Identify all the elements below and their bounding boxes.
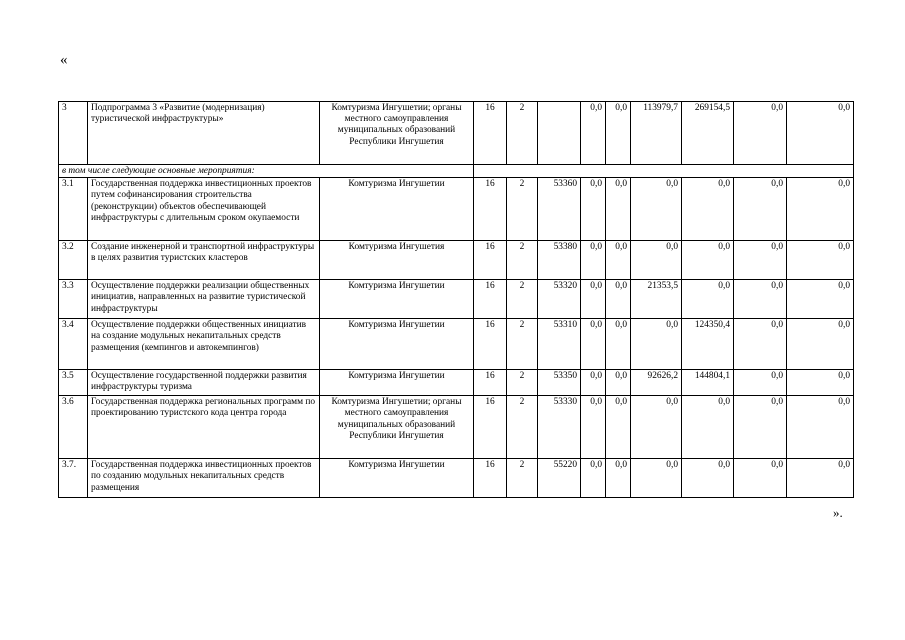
code-1: 16 (474, 319, 507, 370)
target-code: 53310 (538, 319, 581, 370)
value-3: 92626,2 (631, 370, 682, 396)
executor: Комтуризма Ингушетии (320, 280, 474, 319)
value-1: 0,0 (581, 459, 606, 498)
code-1: 16 (474, 280, 507, 319)
measure-name: Подпрограмма 3 «Развитие (модернизация) туристической инфраструктуры» (88, 102, 320, 165)
table-row (59, 102, 854, 165)
target-code: 53360 (538, 178, 581, 241)
value-2: 0,0 (606, 102, 631, 165)
row-number: 3.6 (59, 396, 88, 459)
measure-name: Создание инженерной и транспортной инфраструктуры в целях развития туристских кластеров (88, 241, 320, 280)
value-3: 0,0 (631, 241, 682, 280)
value-1: 0,0 (581, 280, 606, 319)
target-code (538, 102, 581, 165)
measure-name: Осуществление государственной поддержки развития инфраструктуры туризма (88, 370, 320, 396)
value-5: 0,0 (734, 370, 787, 396)
executor: Комтуризма Ингушетии (320, 319, 474, 370)
value-1: 0,0 (581, 319, 606, 370)
code-1: 16 (474, 370, 507, 396)
code-2: 2 (507, 102, 538, 165)
value-1: 0,0 (581, 241, 606, 280)
value-2: 0,0 (606, 370, 631, 396)
measure-name: Государственная поддержка инвестиционных проектов путем софинансирования строительства (реконструкции) объектов обеспечивающей инфраструктуры с длительным сроком окупаемости (88, 178, 320, 241)
code-2: 2 (507, 459, 538, 498)
value-4: 269154,5 (682, 102, 734, 165)
measure-name: Осуществление поддержки реализации общественных инициатив, направленных на развитие туристической инфраструктуры (88, 280, 320, 319)
opening-quote: « (60, 52, 68, 68)
code-2: 2 (507, 241, 538, 280)
target-code: 53330 (538, 396, 581, 459)
code-1: 16 (474, 102, 507, 165)
table-row (59, 459, 854, 498)
value-1: 0,0 (581, 102, 606, 165)
row-number: 3.4 (59, 319, 88, 370)
closing-quote: ». (833, 505, 843, 520)
code-1: 16 (474, 241, 507, 280)
value-5: 0,0 (734, 241, 787, 280)
row-number: 3.7. (59, 459, 88, 498)
value-6: 0,0 (787, 459, 854, 498)
value-4: 0,0 (682, 178, 734, 241)
value-3: 0,0 (631, 319, 682, 370)
value-6: 0,0 (787, 102, 854, 165)
program-table (58, 101, 854, 498)
executor: Комтуризма Ингушетии (320, 459, 474, 498)
value-2: 0,0 (606, 280, 631, 319)
executor: Комтуризма Ингушетии; органы местного самоуправления муниципальных образований Республики Ингушетия (320, 396, 474, 459)
value-6: 0,0 (787, 280, 854, 319)
row-number: 3.1 (59, 178, 88, 241)
value-2: 0,0 (606, 459, 631, 498)
measure-name: Государственная поддержка региональных программ по проектированию туристского кода центра города (88, 396, 320, 459)
table-row (59, 280, 854, 319)
row-number: 3.5 (59, 370, 88, 396)
section-note-filler (474, 165, 854, 178)
value-4: 0,0 (682, 459, 734, 498)
value-4: 0,0 (682, 241, 734, 280)
target-code: 53380 (538, 241, 581, 280)
code-2: 2 (507, 396, 538, 459)
value-3: 0,0 (631, 459, 682, 498)
code-2: 2 (507, 319, 538, 370)
value-5: 0,0 (734, 396, 787, 459)
code-1: 16 (474, 396, 507, 459)
value-5: 0,0 (734, 178, 787, 241)
value-3: 21353,5 (631, 280, 682, 319)
executor: Комтуризма Ингушетии; органы местного самоуправления муниципальных образований Республики Ингушетия (320, 102, 474, 165)
value-1: 0,0 (581, 396, 606, 459)
table-row (59, 241, 854, 280)
value-2: 0,0 (606, 319, 631, 370)
code-2: 2 (507, 178, 538, 241)
section-note-row (59, 165, 854, 178)
value-1: 0,0 (581, 370, 606, 396)
target-code: 55220 (538, 459, 581, 498)
value-6: 0,0 (787, 241, 854, 280)
table-row (59, 319, 854, 370)
value-4: 124350,4 (682, 319, 734, 370)
value-6: 0,0 (787, 319, 854, 370)
value-4: 144804,1 (682, 370, 734, 396)
row-number: 3 (59, 102, 88, 165)
measure-name: Государственная поддержка инвестиционных проектов по созданию модульных некапитальных средств размещения (88, 459, 320, 498)
value-4: 0,0 (682, 280, 734, 319)
value-2: 0,0 (606, 241, 631, 280)
value-5: 0,0 (734, 319, 787, 370)
code-1: 16 (474, 459, 507, 498)
code-2: 2 (507, 280, 538, 319)
value-1: 0,0 (581, 178, 606, 241)
value-3: 0,0 (631, 178, 682, 241)
value-5: 0,0 (734, 102, 787, 165)
target-code: 53350 (538, 370, 581, 396)
measure-name: Осуществление поддержки общественных инициатив на создание модульных некапитальных средств размещения (кемпингов и автокемпингов) (88, 319, 320, 370)
row-number: 3.2 (59, 241, 88, 280)
executor: Комтуризма Ингушетии (320, 178, 474, 241)
executor: Комтуризма Ингушетии (320, 370, 474, 396)
value-6: 0,0 (787, 178, 854, 241)
value-3: 0,0 (631, 396, 682, 459)
code-1: 16 (474, 178, 507, 241)
row-number: 3.3 (59, 280, 88, 319)
value-4: 0,0 (682, 396, 734, 459)
target-code: 53320 (538, 280, 581, 319)
value-6: 0,0 (787, 396, 854, 459)
table-row (59, 396, 854, 459)
executor: Комтуризма Ингушетия (320, 241, 474, 280)
value-3: 113979,7 (631, 102, 682, 165)
code-2: 2 (507, 370, 538, 396)
value-2: 0,0 (606, 396, 631, 459)
table-row (59, 370, 854, 396)
value-5: 0,0 (734, 459, 787, 498)
table-row (59, 178, 854, 241)
value-5: 0,0 (734, 280, 787, 319)
section-note: в том числе следующие основные мероприятия: (59, 165, 474, 178)
value-6: 0,0 (787, 370, 854, 396)
value-2: 0,0 (606, 178, 631, 241)
